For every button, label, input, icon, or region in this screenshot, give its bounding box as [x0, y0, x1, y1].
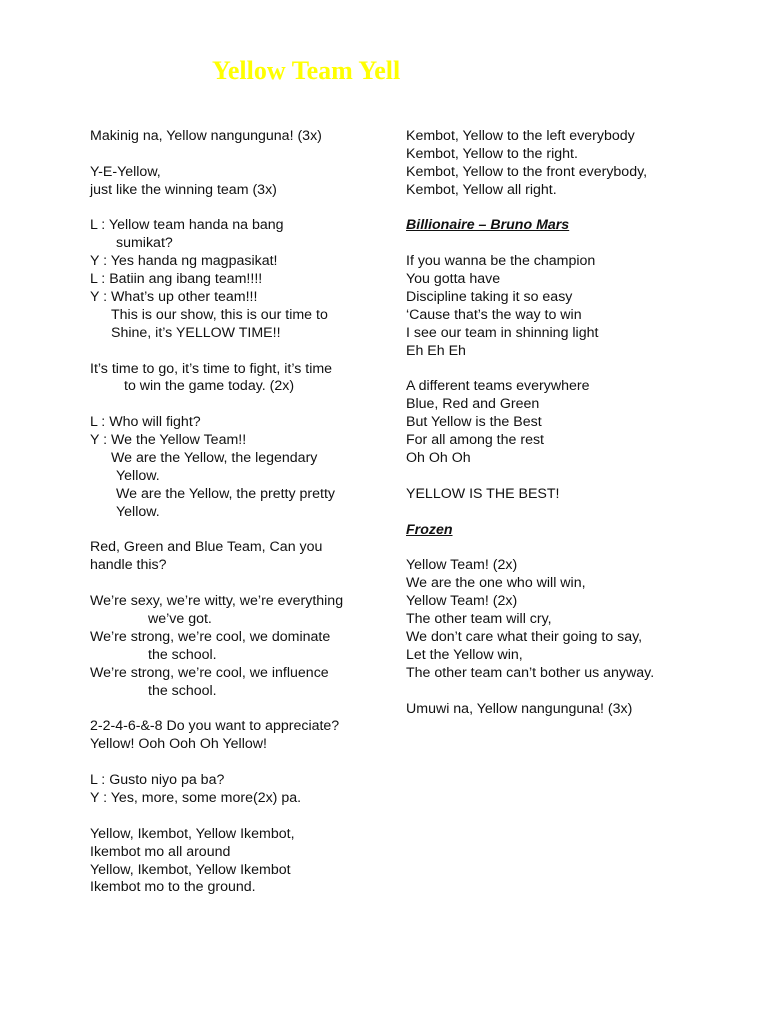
- text-line: We are the one who will win,: [406, 575, 586, 592]
- text-line: Kembot, Yellow to the left everybody: [406, 128, 635, 144]
- blank-line: [90, 701, 380, 719]
- text-line: Yellow! Ooh Ooh Oh Yellow!: [90, 736, 267, 753]
- section-heading: [406, 522, 736, 540]
- text-line: It’s time to go, it’s time to fight, it’s time: [90, 360, 333, 377]
- blank-line: [90, 396, 380, 414]
- text-line: Kembot, Yellow to the right.: [406, 145, 578, 162]
- text-line: The other team can’t bother us anyway.: [406, 664, 655, 681]
- text-line: Umuwi na, Yellow nangunguna! (3x): [406, 700, 633, 717]
- text-line: L : Batiin ang ibang team!!!!: [90, 271, 263, 288]
- text-line: We are the Yellow, the pretty pretty: [116, 485, 335, 502]
- text-line: Yellow Team! (2x): [406, 557, 518, 574]
- text-line: the school.: [148, 682, 217, 699]
- blank-line: [90, 575, 380, 593]
- blank-line: [406, 683, 736, 701]
- text-line: Ikembot mo to the ground.: [90, 879, 256, 896]
- blank-line: [406, 235, 736, 253]
- blank-line: [406, 200, 736, 218]
- text-line: Red, Green and Blue Team, Can you: [90, 539, 323, 556]
- text-line: YELLOW IS THE BEST!: [406, 485, 560, 502]
- text-line: Blue, Red and Green: [406, 396, 540, 413]
- blank-line: [406, 539, 736, 557]
- text-line: Kembot, Yellow to the front everybody,: [406, 163, 648, 180]
- section-heading-text: Billionaire – Bruno Mars: [406, 217, 570, 234]
- text-line: handle this?: [90, 557, 167, 574]
- text-line: Eh Eh Eh: [406, 342, 466, 359]
- text-line: We’re strong, we’re cool, we influence: [90, 664, 329, 681]
- page-title: Yellow Team Yell: [212, 56, 401, 85]
- text-line: L : Gusto niyo pa ba?: [90, 772, 225, 789]
- text-line: 2-2-4-6-&-8 Do you want to appreciate?: [90, 718, 340, 735]
- text-line: ‘Cause that’s the way to win: [406, 306, 582, 323]
- text-line: Y : What’s up other team!!!: [90, 289, 258, 306]
- text-line: Yellow.: [116, 503, 160, 520]
- text-line: Yellow Team! (2x): [406, 593, 518, 610]
- text-line: Y : Yes, more, some more(2x) pa.: [90, 789, 302, 806]
- text-line: just like the winning team (3x): [90, 181, 277, 198]
- text-line: We’re sexy, we’re witty, we’re everything: [90, 593, 344, 610]
- blank-line: [90, 200, 380, 218]
- text-line: Yellow, Ikembot, Yellow Ikembot: [90, 861, 291, 878]
- text-line: Discipline taking it so easy: [406, 289, 573, 306]
- blank-line: [90, 146, 380, 164]
- text-line: sumikat?: [116, 235, 173, 252]
- text-line: If you wanna be the champion: [406, 253, 596, 270]
- blank-line: [406, 468, 736, 486]
- text-line: Yellow.: [116, 467, 160, 484]
- text-line: we’ve got.: [148, 611, 212, 628]
- blank-line: [90, 343, 380, 361]
- blank-line: [406, 361, 736, 379]
- text-line: The other team will cry,: [406, 611, 552, 628]
- text-line: Shine, it’s YELLOW TIME!!: [111, 324, 281, 341]
- blank-line: [90, 522, 380, 540]
- text-line: Y : We the Yellow Team!!: [90, 432, 247, 449]
- text-line: I see our team in shinning light: [406, 324, 599, 341]
- right-column: [406, 128, 736, 718]
- blank-line: [90, 808, 380, 826]
- text-line: Y-E-Yellow,: [90, 163, 161, 180]
- text-line: the school.: [148, 646, 217, 663]
- text-line: Yellow, Ikembot, Yellow Ikembot,: [90, 825, 295, 842]
- text-line: We are the Yellow, the legendary: [111, 450, 318, 467]
- text-line: Y : Yes handa ng magpasikat!: [90, 253, 278, 270]
- text-line: Makinig na, Yellow nangunguna! (3x): [90, 128, 322, 144]
- text-line: Let the Yellow win,: [406, 646, 523, 663]
- text-line: We’re strong, we’re cool, we dominate: [90, 628, 331, 645]
- text-line: Ikembot mo all around: [90, 843, 231, 860]
- blank-line: [406, 504, 736, 522]
- text-line: This is our show, this is our time to: [111, 306, 328, 323]
- text-line: For all among the rest: [406, 432, 544, 449]
- text-line: L : Who will fight?: [90, 414, 201, 431]
- section-heading-text: Frozen: [406, 521, 453, 538]
- text-line: L : Yellow team handa na bang: [90, 217, 284, 234]
- text-line: But Yellow is the Best: [406, 414, 542, 431]
- section-heading: [406, 217, 736, 235]
- text-line: A different teams everywhere: [406, 378, 590, 395]
- text-line: to win the game today. (2x): [124, 378, 295, 395]
- left-column: [90, 128, 380, 897]
- text-line: Kembot, Yellow all right.: [406, 181, 557, 198]
- text-line: Oh Oh Oh: [406, 450, 471, 467]
- text-line: We don’t care what their going to say,: [406, 628, 643, 645]
- blank-line: [90, 754, 380, 772]
- text-line: You gotta have: [406, 271, 501, 288]
